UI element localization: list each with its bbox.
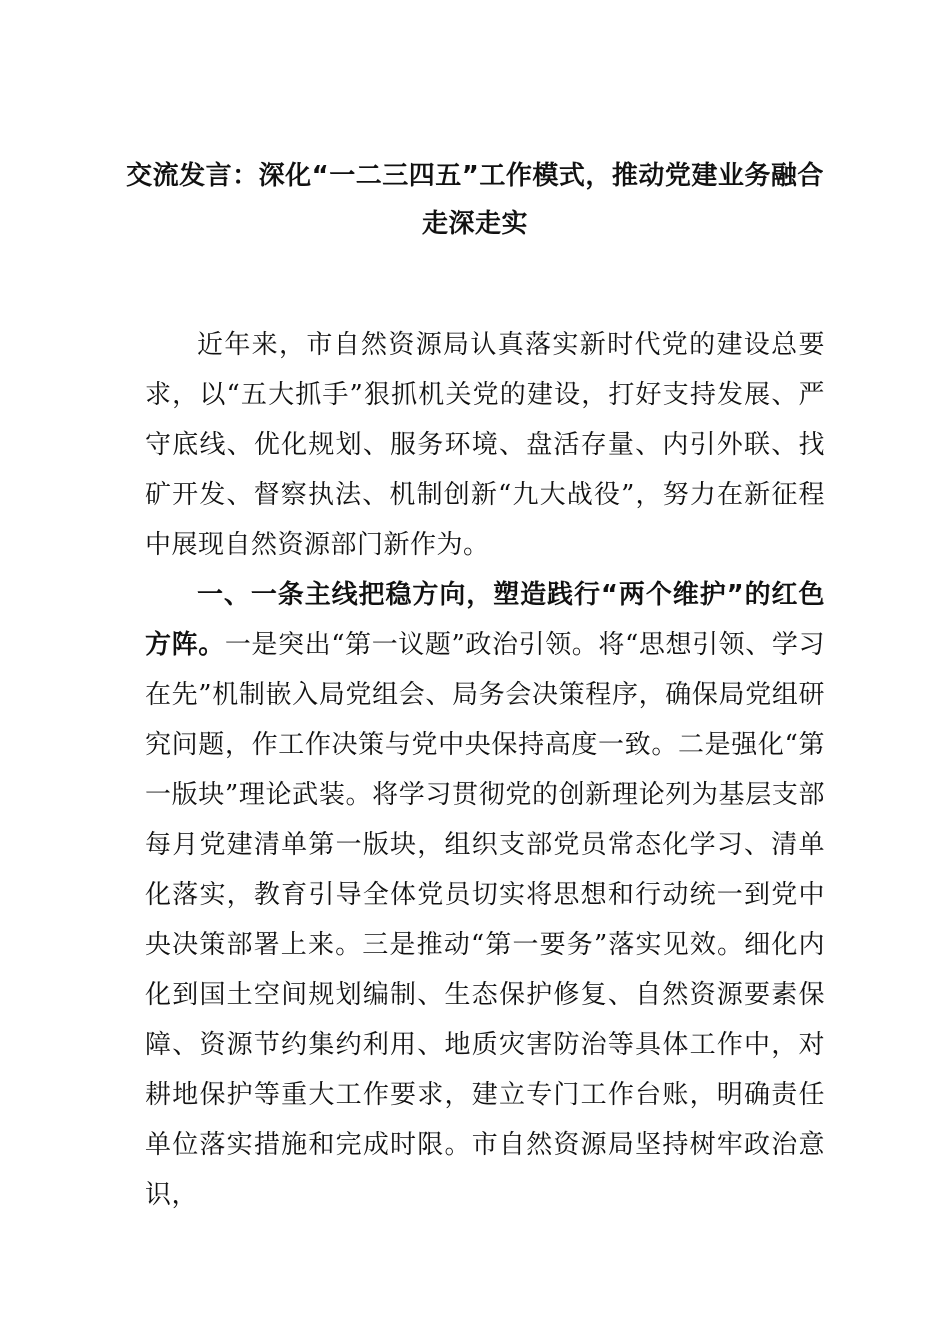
intro-paragraph: 近年来，市自然资源局认真落实新时代党的建设总要求，以“五大抓手”狠抓机关党的建设，打好支持发展、严守底线、优化规划、服务环境、盘活存量、内引外联、找矿开发、督察执法、机制创新“九大战役”，努力在新征程中展现自然资源部门新作为。 — [145, 330, 825, 560]
title-line-2: 走深走实 — [421, 209, 528, 239]
document-body — [145, 320, 825, 1220]
page-title — [120, 152, 830, 248]
section-1-body: 一是突出“第一议题”政治引领。将“思想引领、学习在先”机制嵌入局党组会、局务会决策程序，确保局党组研究问题，作工作决策与党中央保持高度一致。二是强化“第一版块”理论武装。将学习贯彻党的创新理论列为基层支部每月党建清单第一版块，组织支部党员常态化学习、清单化落实，教育引导全体党员切实将思想和行动统一到党中央决策部署上来。三是推动“第一要务”落实见效。细化内化到国土空间规划编制、生态保护修复、自然资源要素保障、资源节约集约利用、地质灾害防治等具体工作中，对耕地保护等重大工作要求，建立专门工作台账，明确责任单位落实措施和完成时限。市自然资源局坚持树牢政治意识， — [145, 630, 825, 1210]
section-1-heading: 一、一条主线把稳方向，塑造践行“两个维护”的红色方阵。 — [145, 580, 825, 660]
section-1-paragraph — [145, 570, 825, 1220]
title-line-1: 交流发言：深化“一二三四五”工作模式，推动党建业务融合 — [126, 161, 824, 191]
